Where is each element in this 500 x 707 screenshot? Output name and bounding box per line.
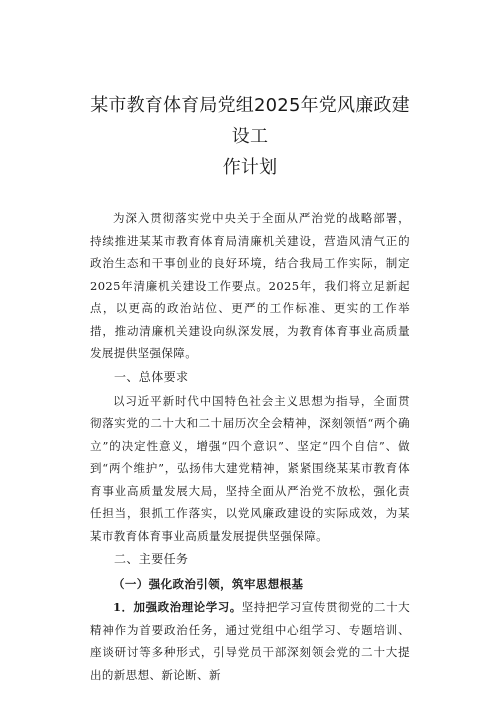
document-page: [90, 90, 410, 686]
section-heading-main-tasks: 二、主要任务: [114, 552, 189, 566]
title-line-2: 作计划: [222, 157, 278, 178]
document-body: [90, 207, 410, 686]
task-item-1: [90, 596, 410, 686]
intro-paragraph: 为深入贯彻落实党中央关于全面从严治党的战略部署，持续推进某某市教育体育局清廉机关建设，营造风清气正的政治生态和干事创业的良好环境，结合我局工作实际，制定2025年清廉机关建设工作要点。2025年，我们将立足新起点，以更高的政治站位、更严的工作标准、更实的工作举措，推动清廉机关建设向纵深发展，为教育体育事业高质量发展提供坚强保障。: [90, 211, 410, 360]
task-item-1-lead: 1．加强政治理论学习。: [113, 600, 242, 614]
task-item-1-text: 坚持把学习宣传贯彻党的二十大精神作为首要政治任务，通过党组中心组学习、专题培训、座谈研讨等多种形式，引导党员干部深刻领会党的二十大提出的新思想、新论断、新: [90, 600, 410, 682]
section-heading-general-requirements: 一、总体要求: [114, 369, 189, 384]
document-title: [90, 90, 410, 183]
general-requirements-paragraph: 以习近平新时代中国特色社会主义思想为指导，全面贯彻落实党的二十大和二十届历次全会精神，深刻领悟“两个确立”的决定性意义，增强“四个意识”、坚定“四个自信”、做到“两个维护”，弘扬伟大建党精神，紧紧围绕某某市教育体育事业高质量发展大局，坚持全面从严治党不放松，强化责任担当，狠抓工作落实，以党风廉政建设的实际成效，为某某市教育体育事业高质量发展提供坚强保障。: [90, 393, 410, 543]
title-line-1: 某市教育体育局党组2025年党风廉政建设工: [90, 95, 410, 147]
subsection-heading-political-guidance: （一）强化政治引领，筑牢思想根基: [113, 577, 304, 591]
